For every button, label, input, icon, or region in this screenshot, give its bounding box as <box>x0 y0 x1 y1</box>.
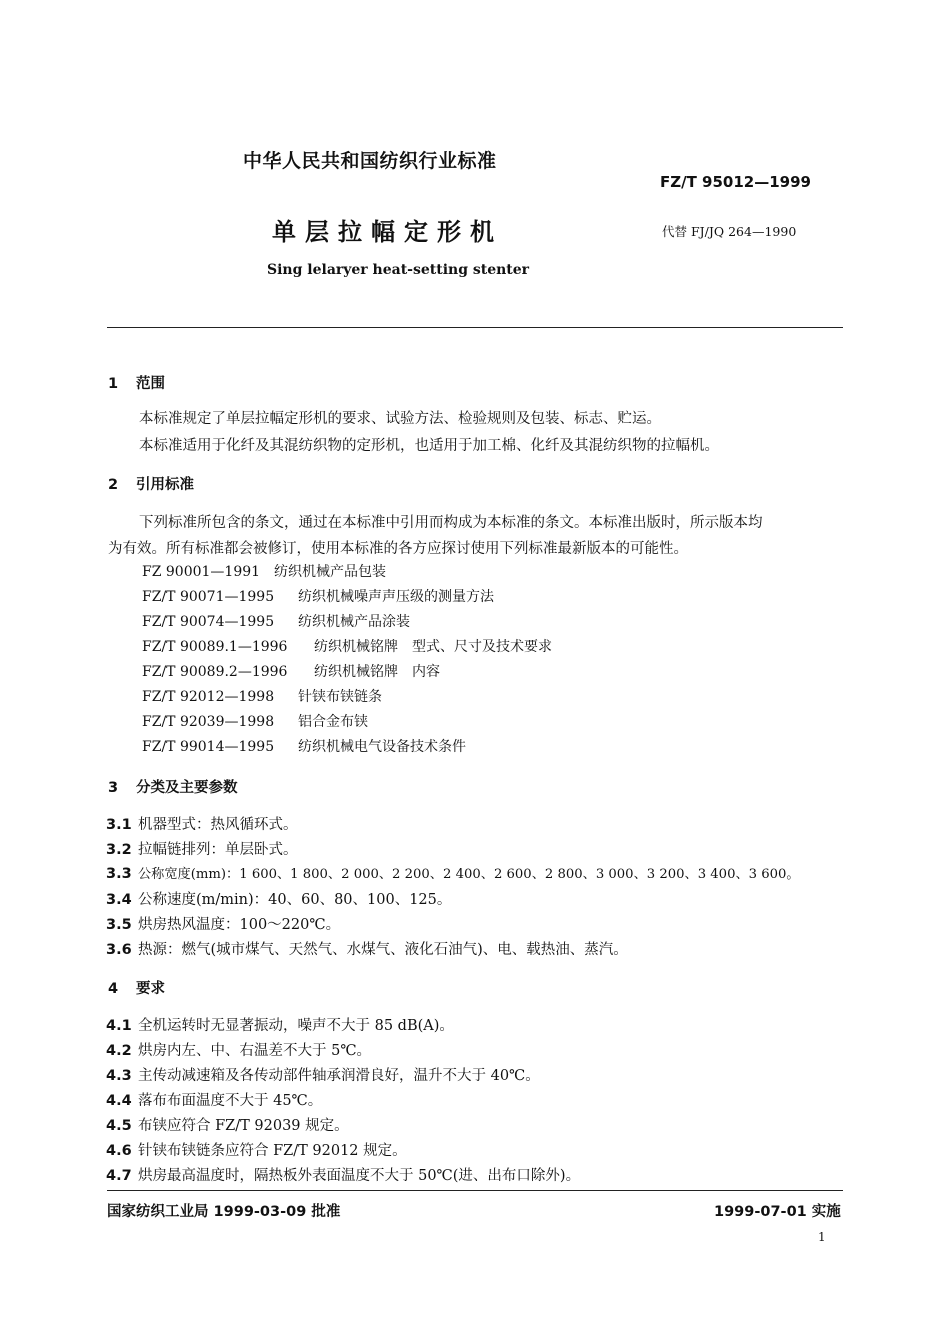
standard-code: FZ/T 90089.1—1996 <box>142 639 288 655</box>
referenced-standard <box>142 636 552 656</box>
clause <box>106 888 451 909</box>
clause <box>106 1089 322 1110</box>
clause-text: 烘房最高温度时，隔热板外表面温度不大于 50℃(进、出布口除外)。 <box>138 1168 581 1184</box>
section-title: 引用标准 <box>136 477 194 493</box>
section-number: 1 <box>108 376 119 392</box>
referenced-standard <box>142 611 410 631</box>
clause <box>106 913 340 934</box>
paragraph: 本标准规定了单层拉幅定形机的要求、试验方法、检验规则及包装、标志、贮运。 <box>139 411 661 427</box>
page-number: 1 <box>818 1230 826 1244</box>
replaces-standard: 代替 FJ/JQ 264—1990 <box>662 224 797 239</box>
standard-title: 纺织机械产品包装 <box>274 564 386 580</box>
standard-code: FZ/T 92039—1998 <box>142 714 275 730</box>
document-title: 单层拉幅定形机 <box>272 218 503 246</box>
standard-number: FZ/T 95012—1999 <box>660 173 811 191</box>
section-heading-3 <box>108 776 238 797</box>
clause-text: 拉幅链排列：单层卧式。 <box>138 842 298 858</box>
clause-text: 布铗应符合 FZ/T 92039 规定。 <box>138 1118 349 1134</box>
paragraph: 本标准适用于化纤及其混纺织物的定形机，也适用于加工棉、化纤及其混纺织物的拉幅机。 <box>139 438 719 454</box>
clause-text: 烘房热风温度：100～220℃。 <box>138 917 341 933</box>
section-heading-4 <box>108 977 165 998</box>
clause-number: 4.2 <box>106 1043 132 1059</box>
clause-number: 4.4 <box>106 1093 132 1109</box>
clause-number: 3.3 <box>106 866 132 882</box>
clause-number: 3.2 <box>106 842 132 858</box>
referenced-standard <box>142 661 440 681</box>
clause-text: 烘房内左、中、右温差不大于 5℃。 <box>138 1043 372 1059</box>
section-number: 3 <box>108 780 119 796</box>
clause <box>106 1114 349 1135</box>
clause-number: 4.3 <box>106 1068 132 1084</box>
standard-title: 纺织机械铭牌 型式、尺寸及技术要求 <box>314 639 552 655</box>
issuing-authority: 中华人民共和国纺织行业标准 <box>243 150 497 172</box>
paragraph: 下列标准所包含的条文，通过在本标准中引用而构成为本标准的条文。本标准出版时，所示版本均 <box>139 515 763 531</box>
clause <box>106 813 298 834</box>
standard-code: FZ/T 90074—1995 <box>142 614 275 630</box>
implementation-date: 1999-07-01 实施 <box>714 1204 841 1220</box>
clause-text: 机器型式：热风循环式。 <box>138 817 298 833</box>
standard-code: FZ/T 90071—1995 <box>142 589 275 605</box>
approval-line: 国家纺织工业局 1999-03-09 批准 <box>107 1204 341 1220</box>
clause <box>106 1039 371 1060</box>
referenced-standard <box>142 711 368 731</box>
footer-divider <box>107 1190 843 1191</box>
referenced-standard <box>142 736 466 756</box>
section-heading-2 <box>108 473 194 494</box>
clause <box>106 1164 580 1185</box>
clause <box>106 863 800 882</box>
clause-text: 公称宽度(mm)：1 600、1 800、2 000、2 200、2 400、2 600、2 800、3 000、3 200、3 400、3 600。 <box>138 867 800 882</box>
clause-text: 全机运转时无显著振动，噪声不大于 85 dB(A)。 <box>138 1018 454 1034</box>
standard-title: 铝合金布铗 <box>298 714 368 730</box>
section-title: 分类及主要参数 <box>136 780 238 796</box>
referenced-standard <box>142 561 386 581</box>
section-heading-1 <box>108 372 165 393</box>
section-number: 2 <box>108 477 119 493</box>
clause-number: 3.5 <box>106 917 132 933</box>
standard-code: FZ/T 90089.2—1996 <box>142 664 288 680</box>
paragraph: 为有效。所有标准都会被修订，使用本标准的各方应探讨使用下列标准最新版本的可能性。 <box>108 541 688 557</box>
standard-code: FZ 90001—1991 <box>142 564 261 580</box>
standard-title: 纺织机械电气设备技术条件 <box>298 739 466 755</box>
standard-title: 纺织机械噪声声压级的测量方法 <box>298 589 494 605</box>
clause <box>106 938 628 959</box>
clause-number: 3.4 <box>106 892 132 908</box>
clause-number: 4.1 <box>106 1018 132 1034</box>
header-divider <box>107 327 843 328</box>
clause-text: 针铗布铗链条应符合 FZ/T 92012 规定。 <box>138 1143 407 1159</box>
clause-text: 落布布面温度不大于 45℃。 <box>138 1093 323 1109</box>
referenced-standard <box>142 686 382 706</box>
clause <box>106 838 298 859</box>
clause-number: 4.5 <box>106 1118 132 1134</box>
clause-number: 3.1 <box>106 817 132 833</box>
section-title: 要求 <box>136 981 165 997</box>
section-title: 范围 <box>136 376 165 392</box>
referenced-standard <box>142 586 494 606</box>
standard-code: FZ/T 92012—1998 <box>142 689 275 705</box>
section-number: 4 <box>108 981 119 997</box>
clause-number: 4.7 <box>106 1168 132 1184</box>
clause-number: 3.6 <box>106 942 132 958</box>
standard-title: 纺织机械铭牌 内容 <box>314 664 440 680</box>
english-title: Sing lelaryer heat-setting stenter <box>267 262 530 278</box>
standard-title: 纺织机械产品涂装 <box>298 614 410 630</box>
clause <box>106 1139 407 1160</box>
standard-code: FZ/T 99014—1995 <box>142 739 275 755</box>
clause-number: 4.6 <box>106 1143 132 1159</box>
clause-text: 热源：燃气(城市煤气、天然气、水煤气、液化石油气)、电、载热油、蒸汽。 <box>138 942 628 958</box>
clause-text: 公称速度(m/min)：40、60、80、100、125。 <box>138 892 452 908</box>
clause-text: 主传动减速箱及各传动部件轴承润滑良好，温升不大于 40℃。 <box>138 1068 540 1084</box>
clause <box>106 1064 540 1085</box>
clause <box>106 1014 454 1035</box>
standard-title: 针铗布铗链条 <box>298 689 382 705</box>
